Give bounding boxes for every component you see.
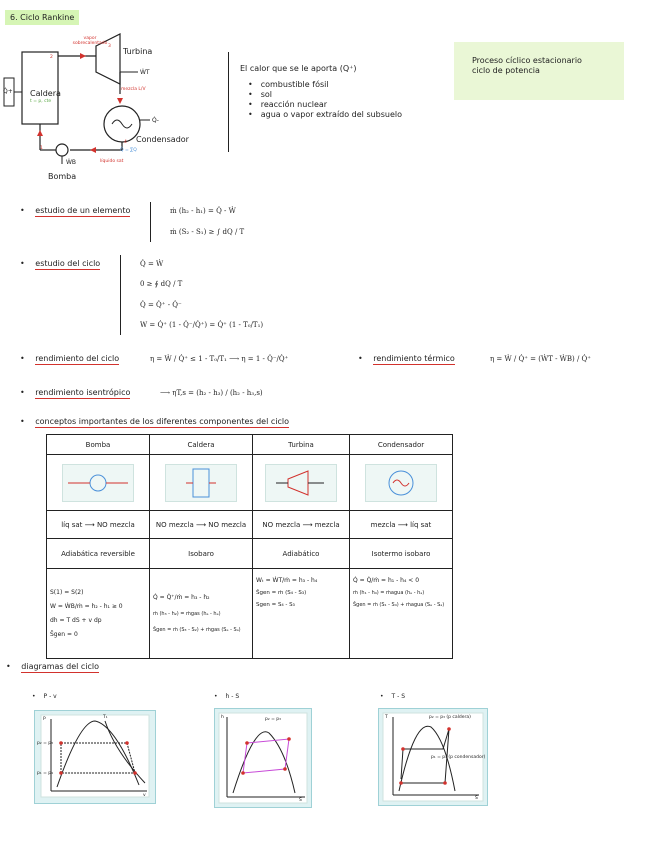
pv-diagram <box>34 710 156 804</box>
list-item: • sol <box>248 90 402 100</box>
hs-diagram <box>214 708 312 808</box>
equation: S(1) = S(2) <box>50 588 84 596</box>
liquid-note: líquido sat <box>100 159 124 164</box>
section-efficiency <box>20 354 119 363</box>
heat-sources-heading: El calor que se le aporta (Q⁺) <box>240 64 357 73</box>
cycle-eq-3: Q̇ = Q̇⁺ - Q̇⁻ <box>140 301 182 309</box>
heat-in-label: Q̇+ <box>3 88 13 95</box>
element-eq-2: ṁ (S₂ - S₁) ≥ ∫ dQ / T <box>170 228 245 236</box>
mini-diagram-cell <box>150 455 253 511</box>
equation: Q̇ = Q̇⁺/ṁ = h₃ - h₂ <box>153 593 210 601</box>
phase-from: NO mezcla <box>155 520 194 529</box>
equations-cell <box>150 569 253 659</box>
phase-to: líq sat <box>410 520 432 529</box>
equation: Sgen = S₄ - S₃ <box>256 602 295 608</box>
condenser-mini-diagram <box>365 464 437 502</box>
phase-to: mezcla <box>314 520 340 529</box>
note-line-1: Proceso cíclico estacionario <box>472 56 582 65</box>
page-title: 6. Ciclo Rankine <box>5 10 79 25</box>
mini-diagram-cell <box>350 455 453 511</box>
equation: Ŝgen = ṁ (S₄ - S₃) <box>256 590 307 596</box>
heat-out-label: Q̇- <box>152 117 159 124</box>
section-isentropic-label: rendimiento isentrópico <box>35 388 131 397</box>
hs-y-axis: h <box>221 715 224 720</box>
table-header: Condensador <box>350 435 453 455</box>
vapor-note: vapor sobrecalentado <box>72 36 108 46</box>
element-eq-1: ṁ (h₂ - h₁) = Q̇ - Ẇ <box>170 207 236 215</box>
pv-line-2: p₁ = p₄ <box>37 771 53 776</box>
pump-shape <box>56 144 68 156</box>
section-concepts-label: conceptos importantes de los diferentes componentes del ciclo <box>35 417 290 426</box>
section-cycle-study-label: estudio del ciclo <box>35 259 101 268</box>
heat-sources-list <box>248 80 402 120</box>
list-item: • reacción nuclear <box>248 100 402 110</box>
point-label-4: 4 <box>124 140 127 145</box>
equation: Q̇ = Q̇/ṁ = h₁ - h₄ < 0 <box>353 577 420 584</box>
phase-from: mezcla <box>370 520 396 529</box>
boiler-label: Caldera <box>30 89 61 98</box>
cycle-bracket <box>120 255 121 335</box>
process-cell: Isotermo isobaro <box>350 539 453 569</box>
section-cycle-study <box>20 259 100 268</box>
divider <box>228 52 229 152</box>
pv-line-3: T₁ <box>103 715 108 720</box>
list-item: • combustible fósil <box>248 80 402 90</box>
cycle-eq-4: W = Q̇⁺ (1 - Q̇⁻/Q̇⁺) = Q̇⁺ (1 - T₀/T₁) <box>140 321 264 329</box>
element-bracket <box>150 202 151 242</box>
equations-cell <box>47 569 150 659</box>
condenser-label: Condensador <box>136 135 189 144</box>
section-diagrams-label: diagramas del ciclo <box>21 662 100 671</box>
phase-from: NO mezcla <box>262 520 301 529</box>
turbine-mini-diagram <box>265 464 337 502</box>
equation: Wₜ = ẆT/ṁ = h₃ - h₄ <box>256 577 318 584</box>
equations-cell <box>253 569 350 659</box>
boiler-note: t = p, cte <box>30 99 52 104</box>
section-concepts <box>20 417 289 426</box>
equation: ṁ (h₃ - h₂) = ṁgas (hₐ - hₑ) <box>153 610 221 617</box>
point-label-1: 1 <box>40 146 43 151</box>
hs-line-1: p₂ = p₃ <box>265 717 281 722</box>
equations-cell <box>350 569 453 659</box>
table-header: Caldera <box>150 435 253 455</box>
pv-y-axis: P <box>43 717 46 722</box>
section-thermal <box>358 354 455 363</box>
diagram-label-pv: • P - v <box>32 693 57 700</box>
note-line-2: ciclo de potencia <box>472 66 540 75</box>
rankine-schematic <box>0 28 220 188</box>
section-diagrams <box>6 662 99 671</box>
pv-x-axis: v <box>143 793 146 798</box>
hs-x-axis: S <box>299 798 302 803</box>
note-box <box>454 42 624 100</box>
section-element-study <box>20 206 130 215</box>
process-cell: Isobaro <box>150 539 253 569</box>
phase-cell: NO mezcla ⟶ mezcla <box>253 511 350 539</box>
section-isentropic <box>20 388 130 397</box>
ts-diagram <box>378 708 488 806</box>
efficiency-eq: η = Ẇ / Q̇⁺ ≤ 1 - T₀/T₁ ⟶ η = 1 - Q̇⁻/Q̇⁺ <box>150 355 289 363</box>
section-efficiency-label: rendimiento del ciclo <box>35 354 120 363</box>
phase-to: NO mezcla <box>208 520 247 529</box>
pv-line-1: p₂ = p₃ <box>37 741 53 746</box>
diagram-label-hs: • h - S <box>214 693 239 700</box>
ts-line-1: p₂ = p₃ (p caldera) <box>429 715 471 720</box>
pump-work: ẆB <box>66 159 77 166</box>
process-cell: Adiabático <box>253 539 350 569</box>
section-thermal-label: rendimiento térmico <box>373 354 455 363</box>
boiler-mini-diagram <box>165 464 237 502</box>
pump-label: Bomba <box>48 172 77 181</box>
diagram-label-ts: • T - S <box>380 693 405 700</box>
phase-from: líq sat <box>61 520 83 529</box>
section-element-study-label: estudio de un elemento <box>35 206 131 215</box>
pump-mini-diagram <box>62 464 134 502</box>
equation: Ŝgen = ṁ (S₁ - S₄) + ṁagua (Sₑ - Sₐ) <box>353 602 445 608</box>
mezcla-note: mezcla L/V <box>121 87 146 92</box>
equation: ṁ (h₁ - h₄) = ṁagua (hₑ - hₐ) <box>353 590 425 596</box>
point-label-2: 2 <box>50 55 53 60</box>
process-cell: Adiabática reversible <box>47 539 150 569</box>
boiler-shape <box>22 52 58 124</box>
ts-x-axis: S <box>475 796 478 801</box>
equation: Ŝgen = ṁ (S₃ - S₂) + ṁgas (Sₑ - Sₐ) <box>153 626 241 633</box>
cycle-eq-2: 0 ≥ ∮ dQ / T <box>140 280 183 288</box>
thermal-eq: η = Ẇ / Q̇⁺ = (ẆT - ẆB) / Q̇⁺ <box>490 355 591 363</box>
mini-diagram-cell <box>253 455 350 511</box>
table-header: Turbina <box>253 435 350 455</box>
phase-cell: líq sat ⟶ NO mezcla <box>47 511 150 539</box>
turbine-label: Turbina <box>123 47 153 56</box>
equation: Ŝgen = 0 <box>50 630 78 638</box>
table-header: Bomba <box>47 435 150 455</box>
turbine-work: ẆT <box>140 69 150 76</box>
ts-y-axis: T <box>385 715 388 720</box>
phase-to: NO mezcla <box>96 520 135 529</box>
isentropic-eq: ⟶ ηT,s = (h₂ - h₃) / (h₂ - h₃,s) <box>160 389 263 397</box>
list-item: • agua o vapor extraído del subsuelo <box>248 110 402 120</box>
equation: W = ẆB/ṁ = h₂ - h₁ ≥ 0 <box>50 602 123 610</box>
components-table <box>46 434 453 659</box>
mini-diagram-cell <box>47 455 150 511</box>
q-label: Q̇ = ∑Q <box>120 148 137 153</box>
ts-line-2: p₁ = p₄ (p condensador) <box>431 755 486 760</box>
equation: dh = T dS + v dp <box>50 616 102 624</box>
point-label-3: 3 <box>108 44 111 49</box>
phase-cell: NO mezcla ⟶ NO mezcla <box>150 511 253 539</box>
phase-cell: mezcla ⟶ líq sat <box>350 511 453 539</box>
cycle-eq-1: Q̇ = Ẇ <box>140 260 164 268</box>
